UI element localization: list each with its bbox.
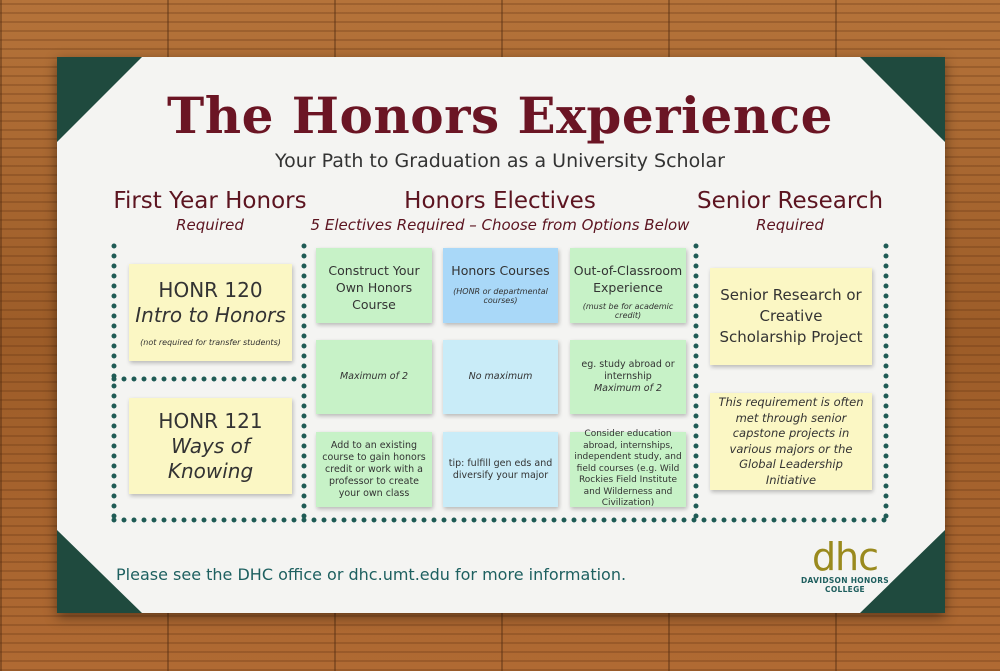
out-of-classroom-detail: Consider education abroad, internships, independent study, and field courses (e.g. Wild Rockies Field Institute and Wilderness and Civilization): [574, 429, 682, 509]
out-of-classroom-limit-note: [570, 340, 686, 414]
first-year-sub: Required: [176, 216, 244, 234]
honr120-note: [129, 264, 292, 361]
senior-sub: Required: [756, 216, 824, 234]
honr121-code: HONR 121: [158, 408, 263, 433]
honors-courses-title: Honors Courses: [451, 263, 550, 278]
honors-courses-sub: (HONR or departmental courses): [453, 287, 548, 305]
construct-course-note: [316, 248, 432, 323]
courses-limit: No maximum: [468, 371, 533, 382]
construct-limit: Maximum of 2: [339, 371, 409, 382]
honr121-note: [129, 398, 292, 494]
honr120-transfer-note: (not required for transfer students): [140, 338, 281, 347]
honr121-name: Ways of Knowing: [167, 433, 254, 483]
senior-heading: Senior Research: [696, 188, 884, 214]
construct-course-title: Construct Your Own Honors Course: [328, 263, 420, 312]
first-year-heading: First Year Honors: [113, 188, 307, 214]
construct-detail: Add to an existing course to gain honors credit or work with a professor to create your own class: [322, 439, 426, 499]
page-subtitle: Your Path to Graduation as a University Scholar: [275, 150, 725, 172]
construct-limit-note: [316, 340, 432, 414]
courses-limit-note: [443, 340, 558, 414]
out-of-classroom-note: [570, 248, 686, 323]
honr120-code: HONR 120: [158, 278, 263, 302]
construct-detail-note: [316, 432, 432, 507]
out-of-classroom-limit: Maximum of 2: [593, 383, 663, 394]
courses-detail-note: [443, 432, 558, 507]
electives-heading: Honors Electives: [404, 188, 596, 214]
honr120-name: Intro to Honors: [135, 303, 286, 327]
footer-info: Please see the DHC office or dhc.umt.edu for more information.: [116, 565, 627, 584]
senior-project-note: [710, 268, 872, 365]
honors-courses-note: [443, 248, 558, 323]
out-of-classroom-sub: (must be for academic credit): [582, 302, 674, 320]
dhc-logo: [790, 535, 900, 594]
courses-detail: tip: fulfill gen eds and diversify your major: [448, 457, 553, 481]
out-of-classroom-example: eg. study abroad or internship: [581, 359, 675, 382]
logo-mark: dhc: [811, 535, 879, 579]
page-title: The Honors Experience: [167, 86, 833, 145]
senior-info-note: [710, 393, 872, 490]
senior-project: Senior Research or Creative Scholarship Project: [719, 286, 863, 346]
senior-info: This requirement is often met through senior capstone projects in various majors or the Global Leadership Initiative: [718, 395, 864, 487]
electives-sub: 5 Electives Required – Choose from Options Below: [310, 216, 690, 234]
out-of-classroom-detail-note: [570, 429, 686, 509]
out-of-classroom-title: Out-of-Classroom Experience: [573, 263, 683, 295]
logo-name: DAVIDSON HONORS COLLEGE: [801, 576, 889, 594]
